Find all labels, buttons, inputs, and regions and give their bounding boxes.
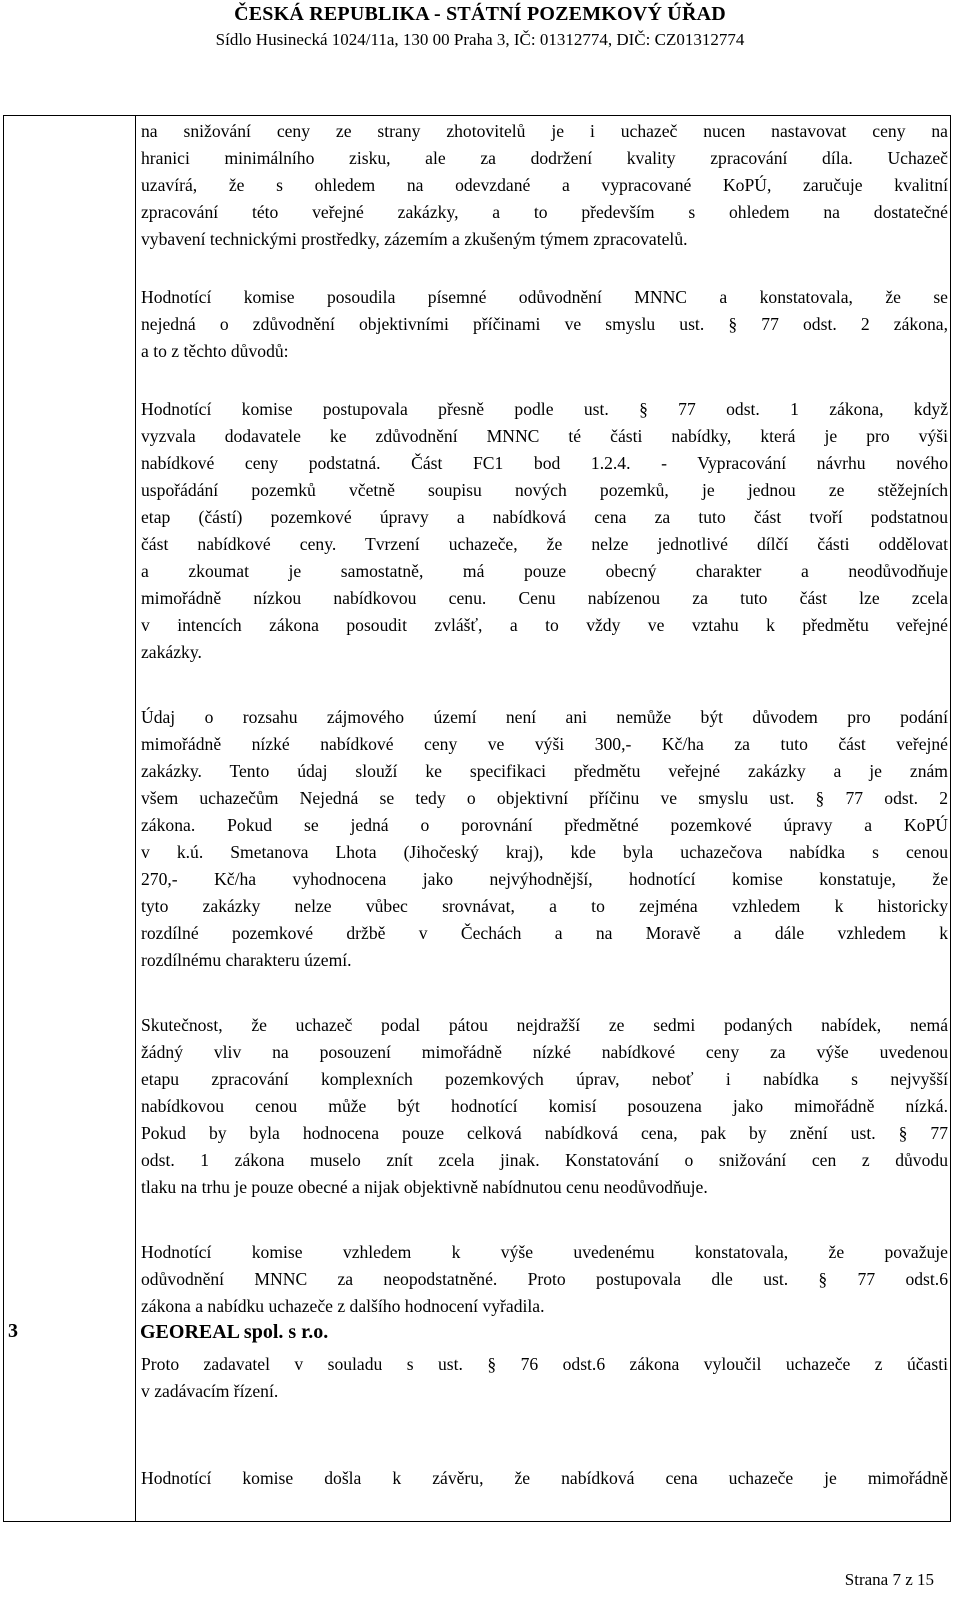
letterhead-title: ČESKÁ REPUBLIKA - STÁTNÍ POZEMKOVÝ ÚŘAD bbox=[234, 3, 726, 25]
text-line: na snižování ceny ze strany zhotovitelů je i uchazeč nucen nastavovat ceny na bbox=[141, 121, 948, 141]
text-line: nabídkovou cenou může být hodnotící komisí posouzena jako mimořádně nízká. bbox=[141, 1096, 948, 1116]
text-line: zpracování této veřejné zakázky, a to především s ohledem na dostatečné bbox=[141, 202, 948, 222]
text-line: Hodnotící komise postupovala přesně podle ust. § 77 odst. 1 zákona, když bbox=[141, 399, 948, 419]
text-line: v zadávacím řízení. bbox=[141, 1381, 279, 1401]
text-line: a zkoumat je samostatně, má pouze obecný charakter a neodůvodňuje bbox=[141, 561, 948, 581]
paragraph-7 bbox=[141, 1351, 948, 1405]
letterhead-address: Sídlo Husinecká 1024/11a, 130 00 Praha 3, IČ: 01312774, DIČ: CZ01312774 bbox=[215, 30, 745, 49]
text-line: Pokud by byla hodnocena pouze celková nabídková cena, pak by znění ust. § 77 bbox=[141, 1123, 948, 1143]
paragraph-1 bbox=[141, 118, 948, 253]
text-line: 270,- Kč/ha vyhodnocena jako nejvýhodnější, hodnotící komise konstatuje, že bbox=[141, 869, 948, 889]
letterhead bbox=[0, 0, 960, 52]
text-line: vyzvala dodavatele ke zdůvodnění MNNC té části nabídky, která je pro výši bbox=[141, 426, 948, 446]
paragraph-2 bbox=[141, 284, 948, 365]
text-line: nabídkové ceny podstatná. Část FC1 bod 1.2.4. - Vypracování návrhu nového bbox=[141, 453, 948, 473]
text-line: Údaj o rozsahu zájmového území není ani nemůže být důvodem pro podání bbox=[141, 707, 948, 727]
text-line: rozdílnému charakteru území. bbox=[141, 950, 352, 970]
text-line: odst. 1 zákona muselo znít zcela jinak. Konstatování o snižování cen z důvodu bbox=[141, 1150, 948, 1170]
paragraph-8 bbox=[141, 1465, 948, 1492]
text-line: tlaku na trhu je pouze obecné a nijak objektivně nabídnutou cenu neodůvodňuje. bbox=[141, 1177, 708, 1197]
column-divider bbox=[135, 116, 136, 1521]
text-line: Hodnotící komise posoudila písemné odůvodnění MNNC a konstatovala, že se bbox=[141, 287, 948, 307]
text-line: Proto zadavatel v souladu s ust. § 76 odst.6 zákona vyloučil uchazeče z účasti bbox=[141, 1354, 948, 1374]
text-line: Hodnotící komise vzhledem k výše uvedenému konstatovala, že považuje bbox=[141, 1242, 948, 1262]
text-line: tyto zakázky nelze vůbec srovnávat, a to zejména vzhledem k historicky bbox=[141, 896, 948, 916]
text-line: zakázky. Tento údaj slouží ke specifikaci předmětu veřejné zakázky a je znám bbox=[141, 761, 948, 781]
row-number: 3 bbox=[8, 1320, 18, 1342]
text-line: v k.ú. Smetanova Lhota (Jihočeský kraj), kde byla uchazečova nabídka s cenou bbox=[141, 842, 948, 862]
text-line: Skutečnost, že uchazeč podal pátou nejdražší ze sedmi podaných nabídek, nemá bbox=[141, 1015, 948, 1035]
text-line: zákona a nabídku uchazeče z dalšího hodnocení vyřadila. bbox=[141, 1296, 545, 1316]
paragraph-4 bbox=[141, 704, 948, 974]
text-line: odůvodnění MNNC za neopodstatněné. Proto postupovala dle ust. § 77 odst.6 bbox=[141, 1269, 948, 1289]
text-line: nejedná o zdůvodnění objektivními příčinami ve smyslu ust. § 77 odst. 2 zákona, bbox=[141, 314, 948, 334]
text-line: vybavení technickými prostředky, zázemím a zkušeným týmem zpracovatelů. bbox=[141, 229, 688, 249]
text-line: uzavírá, že s ohledem na odevzdané a vypracované KoPÚ, zaručuje kvalitní bbox=[141, 175, 948, 195]
vendor-name: GEOREAL spol. s r.o. bbox=[140, 1321, 329, 1343]
text-line: mimořádně nízké nabídkové ceny ve výši 300,- Kč/ha za tuto část veřejné bbox=[141, 734, 948, 754]
text-line: žádný vliv na posouzení mimořádně nízké nabídkové ceny za výše uvedenou bbox=[141, 1042, 948, 1062]
page-number: Strana 7 z 15 bbox=[844, 1570, 934, 1589]
text-line: a to z těchto důvodů: bbox=[141, 341, 289, 361]
text-line: hranici minimálního zisku, ale za dodržení kvality zpracování díla. Uchazeč bbox=[141, 148, 948, 168]
text-line: mimořádně nízkou nabídkovou cenu. Cenu nabízenou za tuto část lze zcela bbox=[141, 588, 948, 608]
text-line: zákona. Pokud se jedná o porovnání předmětné pozemkové úpravy a KoPÚ bbox=[141, 815, 948, 835]
text-line: Hodnotící komise došla k závěru, že nabídková cena uchazeče je mimořádně bbox=[141, 1468, 948, 1488]
text-line: etap (částí) pozemkové úpravy a nabídková cena za tuto část tvoří podstatnou bbox=[141, 507, 948, 527]
text-line: zakázky. bbox=[141, 642, 202, 662]
text-line: část nabídkové ceny. Tvrzení uchazeče, že nelze jednotlivé dílčí části oddělovat bbox=[141, 534, 948, 554]
text-line: všem uchazečům Nejedná se tedy o objektivní příčinu ve smyslu ust. § 77 odst. 2 bbox=[141, 788, 948, 808]
paragraph-3 bbox=[141, 396, 948, 666]
text-line: uspořádání pozemků včetně soupisu nových pozemků, je jednou ze stěžejních bbox=[141, 480, 948, 500]
paragraph-6 bbox=[141, 1239, 948, 1320]
paragraph-5 bbox=[141, 1012, 948, 1201]
text-line: rozdílné pozemkové držbě v Čechách a na Moravě a dále vzhledem k bbox=[141, 923, 948, 943]
text-line: v intencích zákona posoudit zvlášť, a to vždy ve vztahu k předmětu veřejné bbox=[141, 615, 948, 635]
text-line: etapu zpracování komplexních pozemkových úprav, neboť i nabídka s nejvyšší bbox=[141, 1069, 948, 1089]
